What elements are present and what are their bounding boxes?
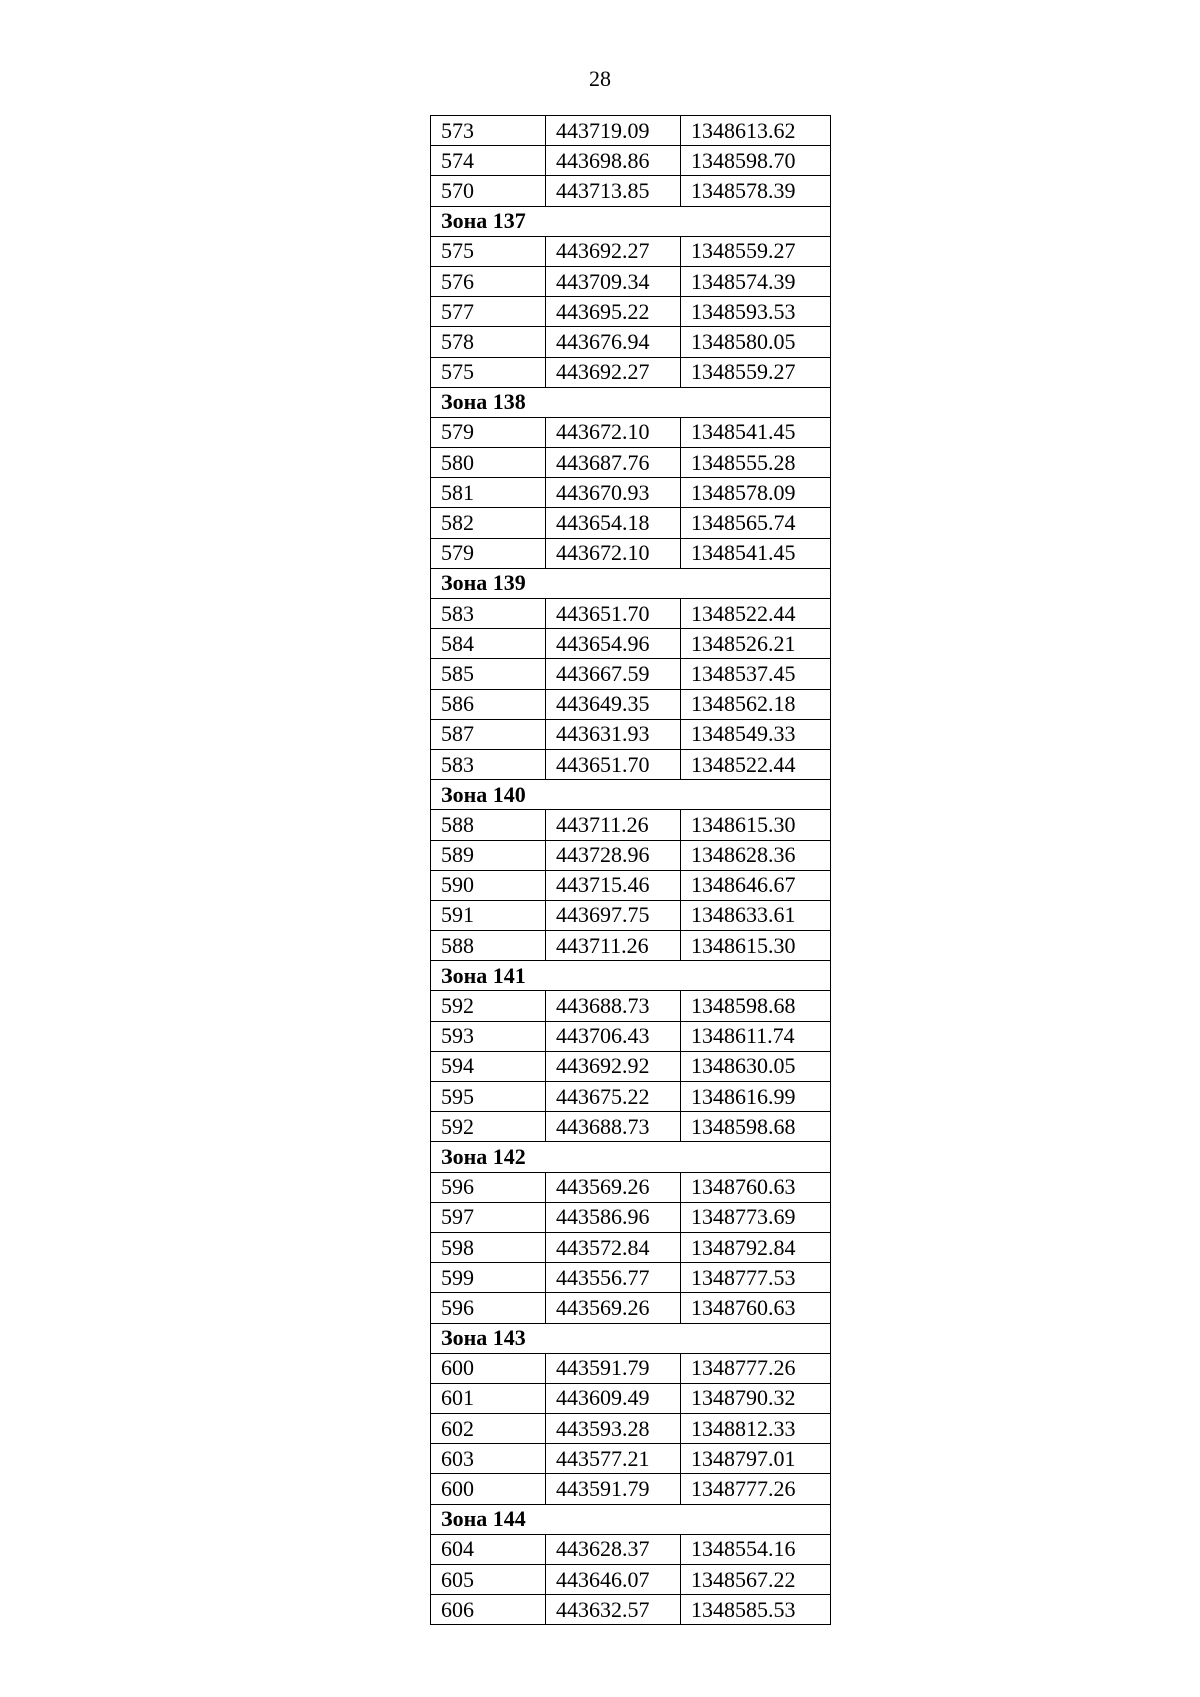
table-row — [431, 689, 831, 719]
y-coordinate-cell: 1348613.62 — [681, 116, 831, 146]
y-coordinate-cell: 1348777.26 — [681, 1353, 831, 1383]
point-number-cell: 594 — [431, 1051, 546, 1081]
point-number-cell: 580 — [431, 448, 546, 478]
point-number-cell: 583 — [431, 749, 546, 779]
point-number-cell: 574 — [431, 146, 546, 176]
table-row — [431, 991, 831, 1021]
y-coordinate-cell: 1348615.30 — [681, 931, 831, 961]
y-coordinate-cell: 1348578.39 — [681, 176, 831, 206]
x-coordinate-cell: 443670.93 — [546, 478, 681, 508]
point-number-cell: 593 — [431, 1021, 546, 1051]
y-coordinate-cell: 1348580.05 — [681, 327, 831, 357]
table-row — [431, 1082, 831, 1112]
y-coordinate-cell: 1348628.36 — [681, 840, 831, 870]
x-coordinate-cell: 443698.86 — [546, 146, 681, 176]
table-row — [431, 1172, 831, 1202]
x-coordinate-cell: 443591.79 — [546, 1353, 681, 1383]
x-coordinate-cell: 443697.75 — [546, 900, 681, 930]
x-coordinate-cell: 443692.27 — [546, 236, 681, 266]
x-coordinate-cell: 443572.84 — [546, 1232, 681, 1262]
zone-header-row — [431, 1142, 831, 1172]
x-coordinate-cell: 443695.22 — [546, 297, 681, 327]
y-coordinate-cell: 1348790.32 — [681, 1383, 831, 1413]
x-coordinate-cell: 443692.27 — [546, 357, 681, 387]
x-coordinate-cell: 443651.70 — [546, 599, 681, 629]
table-row — [431, 629, 831, 659]
point-number-cell: 590 — [431, 870, 546, 900]
y-coordinate-cell: 1348559.27 — [681, 357, 831, 387]
y-coordinate-cell: 1348611.74 — [681, 1021, 831, 1051]
x-coordinate-cell: 443654.18 — [546, 508, 681, 538]
zone-header-row — [431, 568, 831, 598]
y-coordinate-cell: 1348541.45 — [681, 538, 831, 568]
table-row — [431, 749, 831, 779]
x-coordinate-cell: 443593.28 — [546, 1414, 681, 1444]
table-row — [431, 900, 831, 930]
table-row — [431, 538, 831, 568]
point-number-cell: 575 — [431, 357, 546, 387]
point-number-cell: 589 — [431, 840, 546, 870]
point-number-cell: 600 — [431, 1474, 546, 1504]
x-coordinate-cell: 443715.46 — [546, 870, 681, 900]
x-coordinate-cell: 443651.70 — [546, 749, 681, 779]
point-number-cell: 579 — [431, 417, 546, 447]
table-row — [431, 1293, 831, 1323]
x-coordinate-cell: 443692.92 — [546, 1051, 681, 1081]
x-coordinate-cell: 443631.93 — [546, 719, 681, 749]
point-number-cell: 587 — [431, 719, 546, 749]
y-coordinate-cell: 1348616.99 — [681, 1082, 831, 1112]
zone-header-row — [431, 1504, 831, 1534]
x-coordinate-cell: 443667.59 — [546, 659, 681, 689]
point-number-cell: 601 — [431, 1383, 546, 1413]
zone-header-row — [431, 780, 831, 810]
table-row — [431, 840, 831, 870]
x-coordinate-cell: 443632.57 — [546, 1595, 681, 1625]
zone-header-row — [431, 206, 831, 236]
x-coordinate-cell: 443649.35 — [546, 689, 681, 719]
table-row — [431, 176, 831, 206]
table-row — [431, 1474, 831, 1504]
table-row — [431, 659, 831, 689]
table-row — [431, 1112, 831, 1142]
point-number-cell: 582 — [431, 508, 546, 538]
point-number-cell: 605 — [431, 1565, 546, 1595]
point-number-cell: 597 — [431, 1202, 546, 1232]
x-coordinate-cell: 443728.96 — [546, 840, 681, 870]
table-row — [431, 146, 831, 176]
point-number-cell: 573 — [431, 116, 546, 146]
point-number-cell: 598 — [431, 1232, 546, 1262]
x-coordinate-cell: 443569.26 — [546, 1293, 681, 1323]
point-number-cell: 595 — [431, 1082, 546, 1112]
y-coordinate-cell: 1348615.30 — [681, 810, 831, 840]
x-coordinate-cell: 443609.49 — [546, 1383, 681, 1413]
zone-label: Зона 137 — [431, 206, 831, 236]
y-coordinate-cell: 1348797.01 — [681, 1444, 831, 1474]
table-row — [431, 448, 831, 478]
zone-header-row — [431, 1323, 831, 1353]
zone-label: Зона 140 — [431, 780, 831, 810]
table-row — [431, 297, 831, 327]
y-coordinate-cell: 1348522.44 — [681, 599, 831, 629]
x-coordinate-cell: 443713.85 — [546, 176, 681, 206]
y-coordinate-cell: 1348777.26 — [681, 1474, 831, 1504]
point-number-cell: 583 — [431, 599, 546, 629]
y-coordinate-cell: 1348555.28 — [681, 448, 831, 478]
y-coordinate-cell: 1348633.61 — [681, 900, 831, 930]
y-coordinate-cell: 1348565.74 — [681, 508, 831, 538]
coordinates-table — [430, 115, 831, 1625]
point-number-cell: 578 — [431, 327, 546, 357]
point-number-cell: 581 — [431, 478, 546, 508]
zone-label: Зона 144 — [431, 1504, 831, 1534]
y-coordinate-cell: 1348537.45 — [681, 659, 831, 689]
zone-label: Зона 141 — [431, 961, 831, 991]
x-coordinate-cell: 443711.26 — [546, 931, 681, 961]
table-row — [431, 1232, 831, 1262]
point-number-cell: 592 — [431, 991, 546, 1021]
x-coordinate-cell: 443577.21 — [546, 1444, 681, 1474]
x-coordinate-cell: 443711.26 — [546, 810, 681, 840]
y-coordinate-cell: 1348630.05 — [681, 1051, 831, 1081]
table-row — [431, 1353, 831, 1383]
y-coordinate-cell: 1348598.68 — [681, 1112, 831, 1142]
table-row — [431, 1565, 831, 1595]
zone-label: Зона 138 — [431, 387, 831, 417]
x-coordinate-cell: 443709.34 — [546, 266, 681, 296]
y-coordinate-cell: 1348598.70 — [681, 146, 831, 176]
table-row — [431, 1444, 831, 1474]
table-row — [431, 1263, 831, 1293]
point-number-cell: 577 — [431, 297, 546, 327]
x-coordinate-cell: 443706.43 — [546, 1021, 681, 1051]
point-number-cell: 591 — [431, 900, 546, 930]
y-coordinate-cell: 1348585.53 — [681, 1595, 831, 1625]
point-number-cell: 599 — [431, 1263, 546, 1293]
x-coordinate-cell: 443688.73 — [546, 1112, 681, 1142]
table-row — [431, 1414, 831, 1444]
point-number-cell: 586 — [431, 689, 546, 719]
table-row — [431, 810, 831, 840]
point-number-cell: 603 — [431, 1444, 546, 1474]
table-row — [431, 508, 831, 538]
y-coordinate-cell: 1348567.22 — [681, 1565, 831, 1595]
y-coordinate-cell: 1348773.69 — [681, 1202, 831, 1232]
table-row — [431, 417, 831, 447]
y-coordinate-cell: 1348541.45 — [681, 417, 831, 447]
point-number-cell: 606 — [431, 1595, 546, 1625]
y-coordinate-cell: 1348554.16 — [681, 1534, 831, 1564]
table-row — [431, 719, 831, 749]
coordinates-table-body — [431, 116, 831, 1625]
table-row — [431, 1383, 831, 1413]
table-row — [431, 478, 831, 508]
table-row — [431, 599, 831, 629]
x-coordinate-cell: 443688.73 — [546, 991, 681, 1021]
y-coordinate-cell: 1348549.33 — [681, 719, 831, 749]
point-number-cell: 570 — [431, 176, 546, 206]
table-row — [431, 931, 831, 961]
zone-header-row — [431, 961, 831, 991]
table-row — [431, 870, 831, 900]
y-coordinate-cell: 1348526.21 — [681, 629, 831, 659]
point-number-cell: 596 — [431, 1172, 546, 1202]
x-coordinate-cell: 443672.10 — [546, 417, 681, 447]
table-row — [431, 1021, 831, 1051]
y-coordinate-cell: 1348593.53 — [681, 297, 831, 327]
y-coordinate-cell: 1348574.39 — [681, 266, 831, 296]
zone-label: Зона 142 — [431, 1142, 831, 1172]
point-number-cell: 596 — [431, 1293, 546, 1323]
table-row — [431, 266, 831, 296]
table-row — [431, 1051, 831, 1081]
table-row — [431, 1534, 831, 1564]
zone-label: Зона 139 — [431, 568, 831, 598]
table-row — [431, 236, 831, 266]
table-row — [431, 327, 831, 357]
point-number-cell: 604 — [431, 1534, 546, 1564]
zone-header-row — [431, 387, 831, 417]
y-coordinate-cell: 1348598.68 — [681, 991, 831, 1021]
x-coordinate-cell: 443676.94 — [546, 327, 681, 357]
x-coordinate-cell: 443591.79 — [546, 1474, 681, 1504]
y-coordinate-cell: 1348522.44 — [681, 749, 831, 779]
page-number: 28 — [589, 66, 611, 91]
x-coordinate-cell: 443586.96 — [546, 1202, 681, 1232]
x-coordinate-cell: 443672.10 — [546, 538, 681, 568]
x-coordinate-cell: 443675.22 — [546, 1082, 681, 1112]
y-coordinate-cell: 1348562.18 — [681, 689, 831, 719]
point-number-cell: 584 — [431, 629, 546, 659]
point-number-cell: 588 — [431, 810, 546, 840]
point-number-cell: 592 — [431, 1112, 546, 1142]
y-coordinate-cell: 1348812.33 — [681, 1414, 831, 1444]
x-coordinate-cell: 443628.37 — [546, 1534, 681, 1564]
point-number-cell: 600 — [431, 1353, 546, 1383]
table-row — [431, 1595, 831, 1625]
zone-label: Зона 143 — [431, 1323, 831, 1353]
x-coordinate-cell: 443719.09 — [546, 116, 681, 146]
point-number-cell: 576 — [431, 266, 546, 296]
x-coordinate-cell: 443687.76 — [546, 448, 681, 478]
x-coordinate-cell: 443654.96 — [546, 629, 681, 659]
point-number-cell: 602 — [431, 1414, 546, 1444]
table-row — [431, 357, 831, 387]
y-coordinate-cell: 1348646.67 — [681, 870, 831, 900]
y-coordinate-cell: 1348578.09 — [681, 478, 831, 508]
x-coordinate-cell: 443569.26 — [546, 1172, 681, 1202]
y-coordinate-cell: 1348792.84 — [681, 1232, 831, 1262]
point-number-cell: 575 — [431, 236, 546, 266]
y-coordinate-cell: 1348559.27 — [681, 236, 831, 266]
y-coordinate-cell: 1348777.53 — [681, 1263, 831, 1293]
point-number-cell: 579 — [431, 538, 546, 568]
y-coordinate-cell: 1348760.63 — [681, 1172, 831, 1202]
x-coordinate-cell: 443556.77 — [546, 1263, 681, 1293]
x-coordinate-cell: 443646.07 — [546, 1565, 681, 1595]
y-coordinate-cell: 1348760.63 — [681, 1293, 831, 1323]
table-row — [431, 116, 831, 146]
point-number-cell: 588 — [431, 931, 546, 961]
table-row — [431, 1202, 831, 1232]
point-number-cell: 585 — [431, 659, 546, 689]
